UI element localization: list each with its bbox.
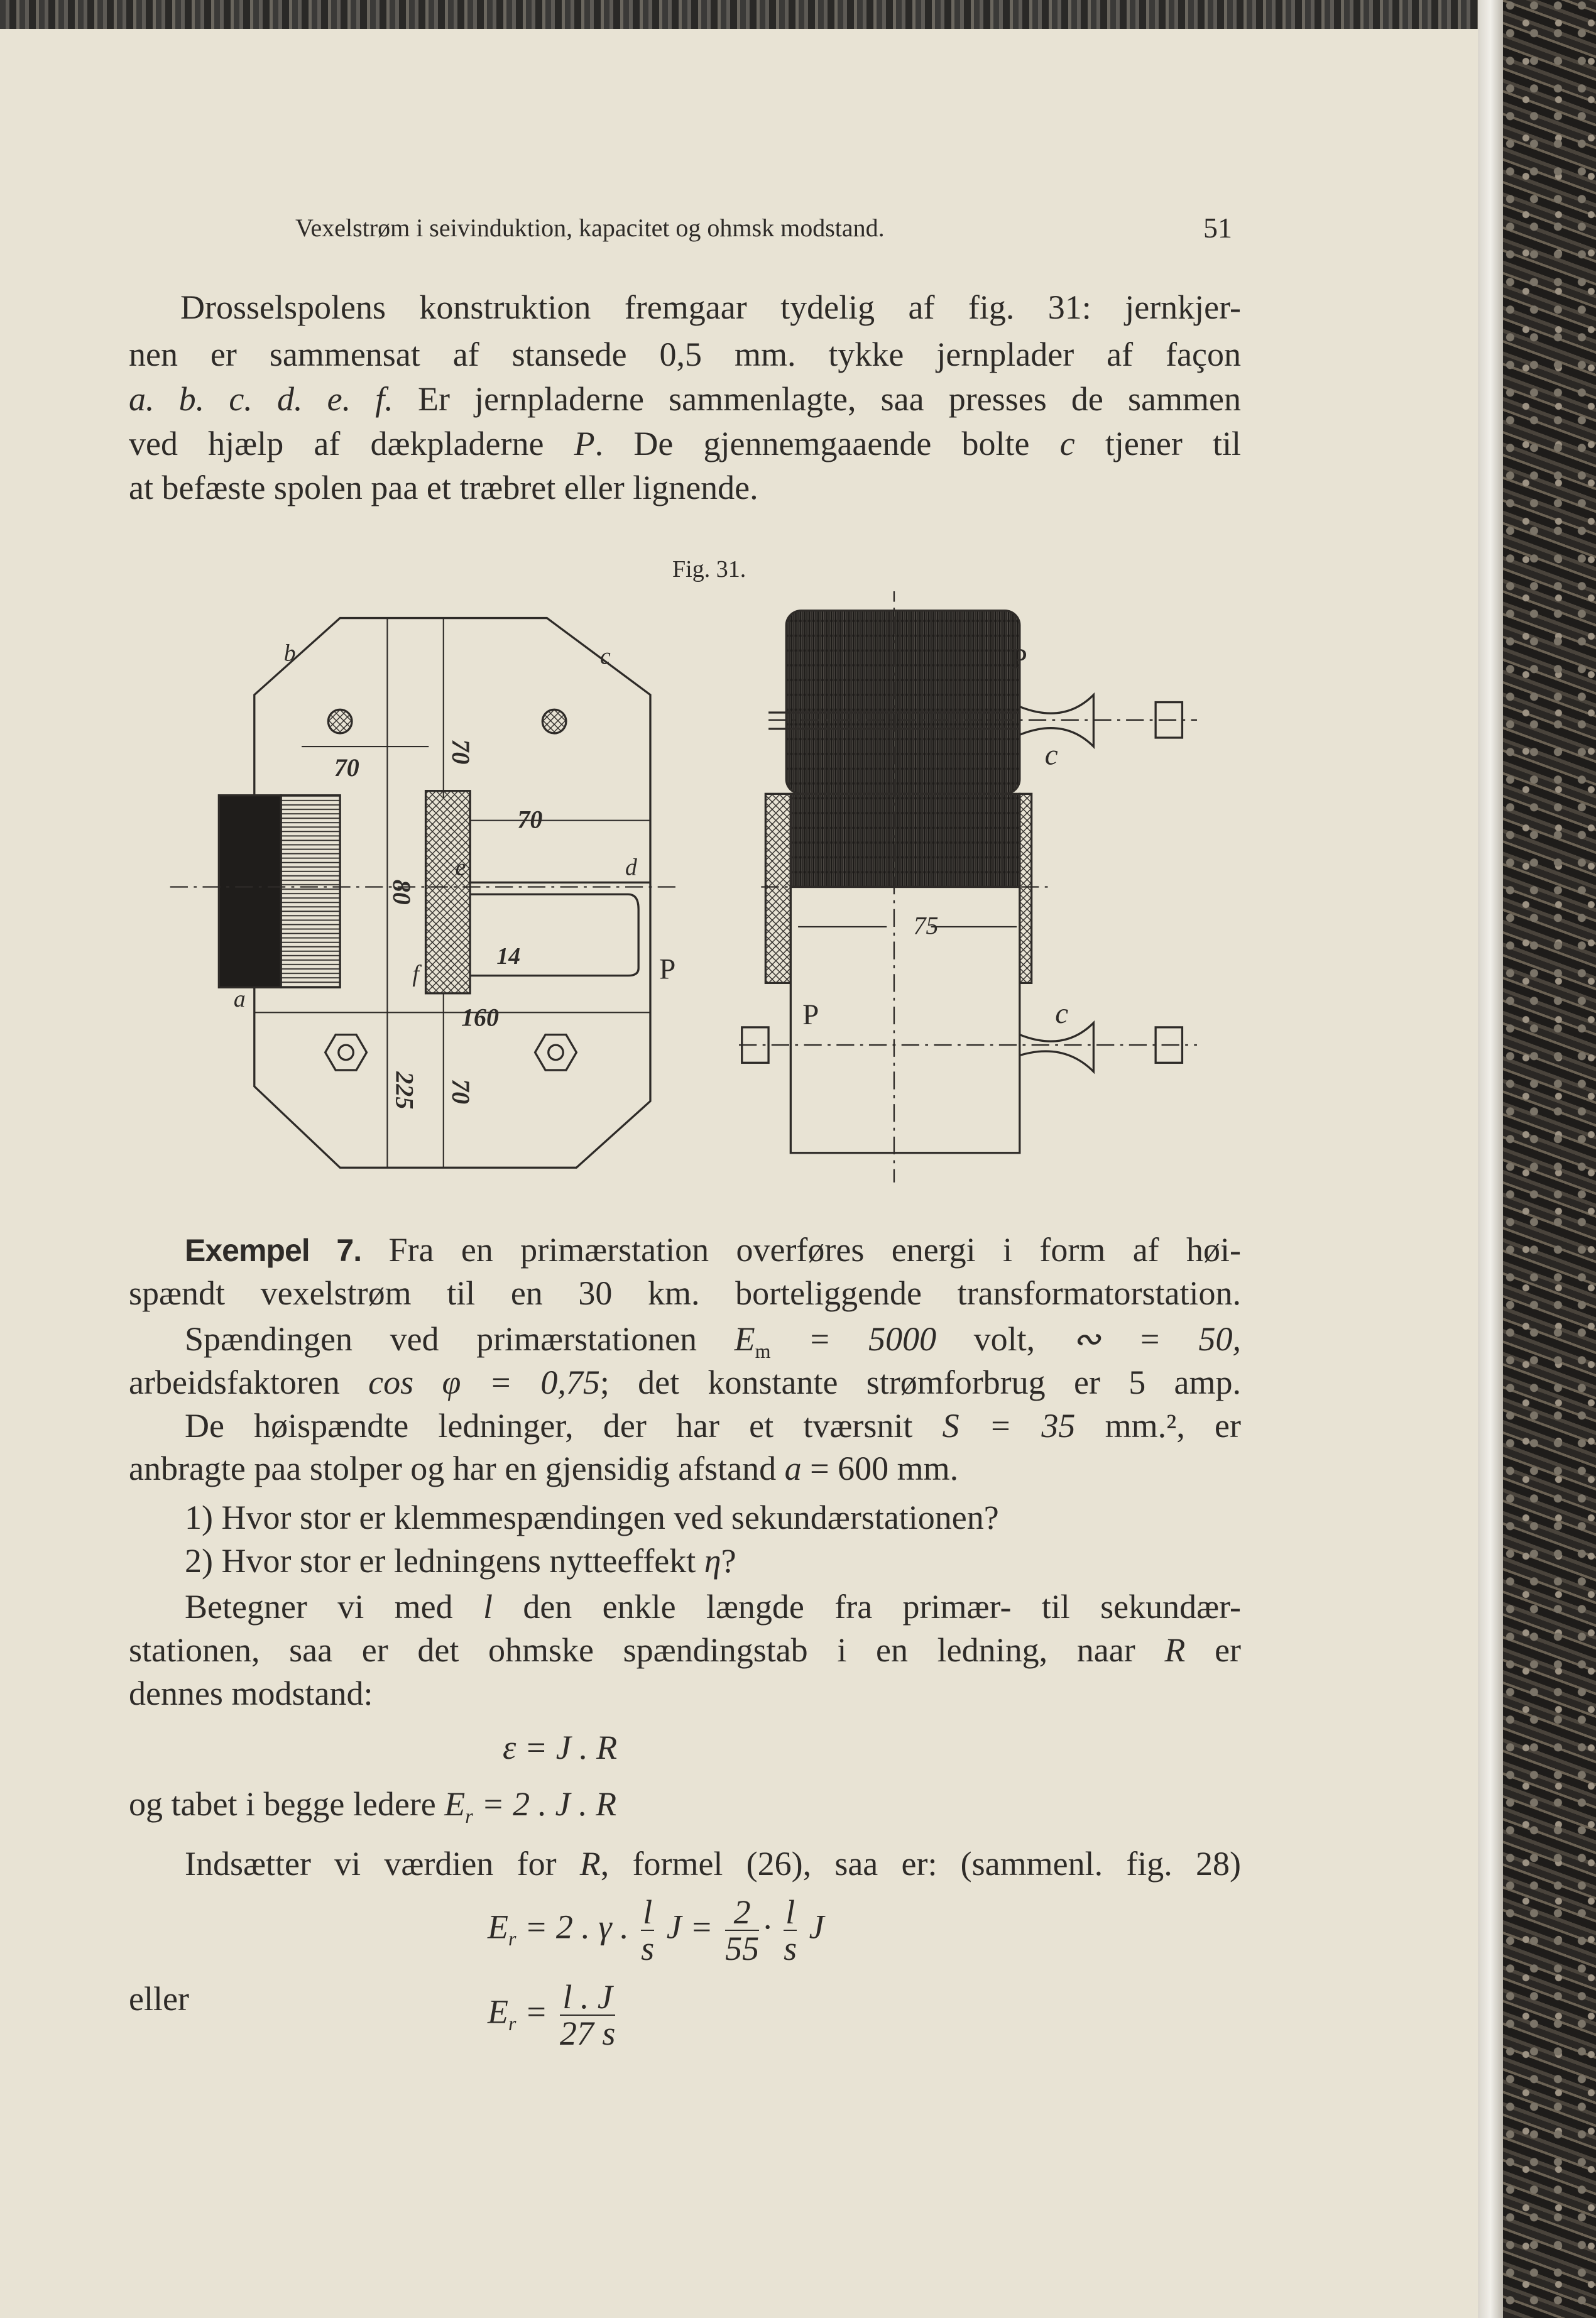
text: volt, bbox=[973, 1320, 1036, 1358]
math: l bbox=[483, 1588, 493, 1626]
text-line bbox=[129, 1630, 1241, 1670]
page-number: 51 bbox=[1203, 212, 1232, 244]
text-line: spændt vexelstrøm til en 30 km. borteliggende transformatorstation. bbox=[129, 1274, 1241, 1312]
coil-section bbox=[281, 795, 340, 988]
denominator: 27 s bbox=[559, 2015, 616, 2052]
text: arbeidsfaktoren bbox=[129, 1364, 340, 1401]
numerator: l . J bbox=[560, 1979, 616, 2016]
question-1: 1) Hvor stor er klemmespændingen ved sekundærstationen? bbox=[185, 1499, 999, 1536]
text: mm.², er bbox=[1105, 1407, 1241, 1445]
text-line bbox=[129, 1362, 1241, 1402]
label-P: P bbox=[659, 953, 676, 986]
bolt-hole bbox=[328, 709, 352, 733]
bolt-hole bbox=[542, 709, 566, 733]
label-e: e bbox=[455, 854, 466, 881]
text-line bbox=[129, 424, 1241, 464]
math: a bbox=[784, 1450, 802, 1487]
denominator: s bbox=[641, 1930, 655, 1967]
question-2 bbox=[185, 1541, 736, 1581]
dim-70: 70 bbox=[334, 753, 359, 782]
label-f: f bbox=[412, 960, 419, 987]
math-sub: r bbox=[465, 1804, 473, 1827]
dim-70: 70 bbox=[446, 1079, 475, 1105]
text: er bbox=[1215, 1631, 1241, 1669]
fraction bbox=[560, 1979, 616, 2051]
math: R bbox=[579, 1845, 601, 1883]
text: Er jernpladerne sammenlagte, saa presses de sammen bbox=[417, 380, 1241, 418]
dim-225: 225 bbox=[390, 1071, 419, 1110]
text-line: nen er sammensat af stansede 0,5 mm. tykke jernplader af façon bbox=[129, 336, 1241, 373]
dim-70: 70 bbox=[517, 805, 543, 834]
denominator: 55 bbox=[725, 1930, 760, 1967]
nut-hole bbox=[549, 1045, 564, 1060]
math: = 2 . γ . bbox=[524, 1908, 629, 1946]
math: S = 35 bbox=[942, 1407, 1076, 1445]
math-sub: m bbox=[755, 1339, 771, 1359]
math: · bbox=[763, 1908, 772, 1946]
label-c: c bbox=[1044, 738, 1058, 772]
label-P: P bbox=[802, 998, 819, 1032]
math: J bbox=[809, 1908, 824, 1946]
core-stack bbox=[790, 794, 1019, 887]
dim-80: 80 bbox=[387, 879, 416, 905]
text: Betegner vi med bbox=[185, 1588, 453, 1626]
fraction bbox=[784, 1894, 797, 1966]
insulation-strip bbox=[426, 791, 471, 993]
book-binding bbox=[1503, 0, 1596, 2318]
dim-14: 14 bbox=[496, 943, 521, 970]
text: = 600 mm. bbox=[810, 1450, 959, 1487]
coil-left bbox=[765, 794, 790, 983]
math: R bbox=[1164, 1631, 1186, 1669]
numerator: l bbox=[784, 1894, 797, 1931]
text-line bbox=[185, 1587, 1241, 1627]
numerator: 2 bbox=[725, 1894, 759, 1931]
text: 2) Hvor stor er ledningens nytteeffekt bbox=[185, 1542, 696, 1580]
equation-3 bbox=[488, 1979, 619, 2051]
numerator: l bbox=[641, 1894, 654, 1931]
text: . De gjennemgaaende bolte bbox=[594, 425, 1030, 462]
example-heading: Exempel 7. bbox=[185, 1233, 362, 1268]
equation-2 bbox=[488, 1894, 824, 1966]
nut-hole bbox=[339, 1045, 354, 1060]
running-title: Vexelstrøm i seivinduktion, kapacitet og ohmsk modstand. bbox=[295, 214, 885, 242]
label-d: d bbox=[625, 854, 637, 881]
math: ∾ = 50, bbox=[1072, 1320, 1241, 1358]
math: η bbox=[704, 1542, 721, 1580]
front-view bbox=[170, 618, 680, 1168]
plate-letters: a. b. c. d. e. f. bbox=[129, 380, 393, 418]
hex-nut bbox=[325, 1035, 577, 1070]
math-sub: r bbox=[508, 2012, 517, 2035]
label-c: c bbox=[600, 643, 611, 670]
coil-right bbox=[1020, 794, 1032, 983]
text-line bbox=[185, 1319, 1241, 1359]
text: og tabet i begge ledere bbox=[129, 1785, 436, 1823]
text: tjener til bbox=[1105, 425, 1241, 462]
text: Fra en primærstation overføres energi i form af høi- bbox=[388, 1231, 1241, 1269]
math-sub: r bbox=[508, 1927, 517, 1950]
figure-caption: Fig. 31. bbox=[672, 556, 746, 582]
scan-top-border bbox=[0, 0, 1596, 29]
text: stationen, saa er det ohmske spændingstab i en ledning, naar bbox=[129, 1631, 1135, 1669]
text: Spændingen ved primærstationen bbox=[185, 1320, 697, 1358]
math: = 5000 bbox=[808, 1320, 937, 1358]
text-line: at befæste spolen paa et træbret eller lignende. bbox=[129, 469, 758, 506]
upper-core-stack bbox=[786, 611, 1020, 794]
math: E bbox=[444, 1785, 466, 1823]
math: J = bbox=[666, 1908, 713, 1946]
text-line: Drosselspolens konstruktion fremgaar tydelig af fig. 31: jernkjer- bbox=[180, 288, 1241, 326]
page-edge bbox=[1478, 0, 1503, 2318]
text: anbragte paa stolper og har en gjensidig afstand bbox=[129, 1450, 777, 1487]
text-line bbox=[129, 1784, 616, 1836]
text: , formel (26), saa er: (sammenl. fig. 28) bbox=[600, 1845, 1241, 1883]
math: E bbox=[734, 1320, 755, 1358]
denominator: s bbox=[784, 1930, 797, 1967]
equation-epsilon: ε = J . R bbox=[503, 1729, 618, 1766]
fraction bbox=[725, 1894, 759, 1966]
text: Indsætter vi værdien for bbox=[185, 1845, 557, 1883]
label-a: a bbox=[233, 985, 246, 1012]
math: E bbox=[488, 1908, 508, 1946]
math: cos φ = 0,75 bbox=[368, 1364, 600, 1401]
text-line bbox=[185, 1230, 1241, 1270]
text-line: eller bbox=[129, 1980, 189, 2018]
equation-loss: = 2 . J . R bbox=[481, 1785, 617, 1823]
text-line bbox=[185, 1844, 1241, 1884]
text: den enkle længde fra primær- til sekundær- bbox=[523, 1588, 1241, 1626]
text-line bbox=[129, 1448, 958, 1489]
text-line bbox=[185, 1406, 1241, 1446]
math: = bbox=[524, 1993, 548, 2031]
side-view bbox=[739, 591, 1197, 1183]
coil-winding bbox=[219, 795, 281, 988]
math: P bbox=[574, 425, 595, 462]
text: ; det konstante strømforbrug er 5 amp. bbox=[599, 1364, 1241, 1401]
text-line: dennes modstand: bbox=[129, 1675, 373, 1712]
text: ved hjælp af dækpladerne bbox=[129, 425, 544, 462]
label-c: c bbox=[1055, 997, 1069, 1030]
dim-160: 160 bbox=[461, 1003, 499, 1032]
label-b: b bbox=[283, 640, 296, 667]
text: ? bbox=[721, 1542, 736, 1580]
text: De høispændte ledninger, der har et tværsnit bbox=[185, 1407, 913, 1445]
figure-31-drawing bbox=[163, 591, 1227, 1183]
label-P: P bbox=[1010, 642, 1027, 675]
math: E bbox=[488, 1993, 508, 2031]
dim-75: 75 bbox=[913, 911, 939, 940]
dim-70: 70 bbox=[446, 739, 475, 765]
text-line bbox=[129, 379, 1241, 419]
math: c bbox=[1059, 425, 1075, 462]
fraction bbox=[641, 1894, 654, 1966]
